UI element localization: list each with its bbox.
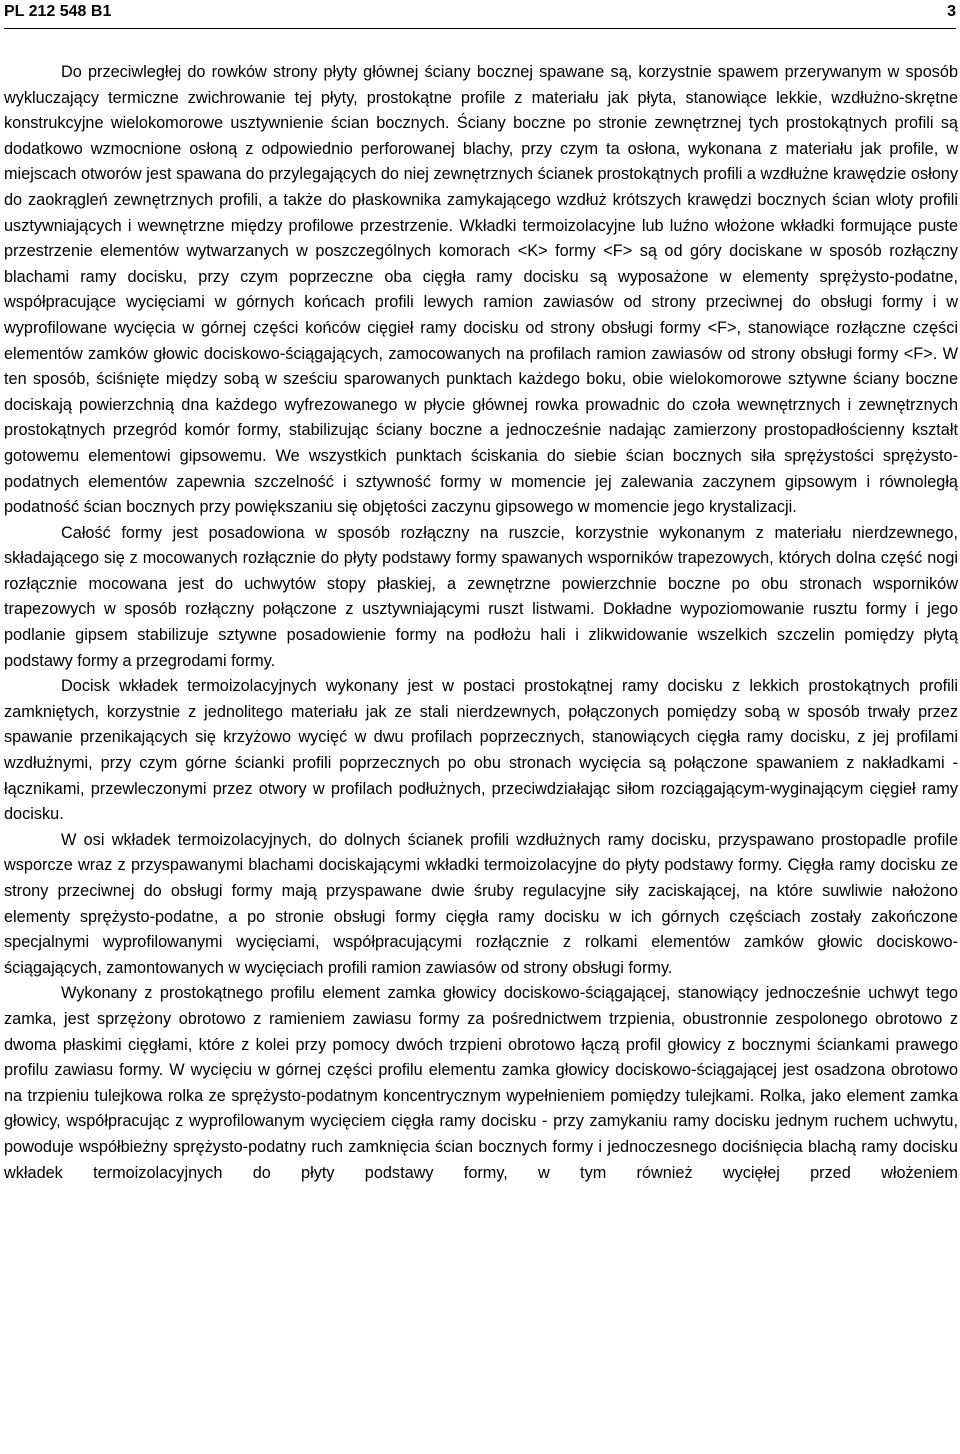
paragraph-4: W osi wkładek termoizolacyjnych, do dolnych ścianek profili wzdłużnych ramy docisku, przyspawano prostopadle profile wsporcze wraz z przyspawanymi blachami dociskającymi wkładki termoizolacyjne do płyty podstawy formy. Cięgła ramy docisku ze strony przeciwnej do obsługi formy mają przyspawane dwie śruby regulacyjne siły zaciskającej, na które suwliwie nałożono elementy sprężysto-podatne, a po stronie obsługi formy cięgła ramy docisku w ich górnych częściach zostały zakończone specjalnymi wyprofilowanymi wycięciami, współpracującymi rozłącznie z rolkami elementów zamków głowic dociskowo-ściągających, zamontowanych w wycięciach profili ramion zawiasów od strony obsługi formy. [4,830,958,977]
document-id: PL 212 548 B1 [4,3,112,20]
page-number: 3 [947,3,956,20]
document-body [4,60,958,1186]
paragraph-5: Wykonany z prostokątnego profilu element zamka głowicy dociskowo-ściągającej, stanowiący jednocześnie uchwyt tego zamka, jest sprzężony obrotowo z ramieniem zawiasu formy za pośrednictwem trzpienia, obustronnie zespolonego obrotowo z dwoma płaskimi cięgłami, które z kolei przy pomocy dwóch trzpieni obrotowo łączą profil głowicy z bocznymi ściankami prawego profilu zawiasu formy. W wycięciu w górnej części profilu elementu zamka głowicy dociskowo-ściągającej jest osadzona obrotowo na trzpieniu tulejkowa rolka ze sprężysto-podatnym koncentrycznym wypełnieniem pomiędzy tulejkami. Rolka, jako element zamka głowicy, współpracując z wyprofilowanym wycięciem cięgła ramy docisku - przy zamykaniu ramy docisku jednym ruchem uchwytu, powoduje współbieżny sprężysto-podatny ruch zamknięcia ścian bocznych formy i jednoczesnego dociśnięcia blachą ramy docisku wkładek termoizolacyjnych do płyty podstawy formy, w tym również wycięłej przed włożeniem [4,984,958,1182]
paragraph-2: Całość formy jest posadowiona w sposób rozłączny na ruszcie, korzystnie wykonanym z materiału nierdzewnego, składającego się z mocowanych rozłącznie do płyty podstawy formy spawanych wsporników trapezowych, których dolna część nogi rozłącznie mocowana jest do uchwytów stopy płaskiej, a zewnętrzne powierzchnie boczne po obu stronach wsporników trapezowych w sposób rozłączny połączone z usztywniającymi ruszt listwami. Dokładne wypoziomowanie rusztu formy i jego podlanie gipsem stabilizuje sztywne posadowienie formy na podłożu hali i zlikwidowanie wszelkich szczelin pomiędzy płytą podstawy formy a przegrodami formy. [4,523,958,670]
paragraph-1: Do przeciwległej do rowków strony płyty głównej ściany bocznej spawane są, korzystnie spawem przerywanym w sposób wykluczający termiczne zwichrowanie tej płyty, prostokątne profile z materiału jak płyta, stanowiące lekkie, wzdłużno-skrętne konstrukcyjne wielokomorowe usztywnienie ścian bocznych. Ściany boczne po stronie zewnętrznej tych prostokątnych profili są dodatkowo wzmocnione osłoną z odpowiednio perforowanej blachy, przy czym ta osłona, wykonana z materiału jak profile, w miejscach otworów jest spawana do przylegających do niej zewnętrznych ścianek prostokątnych profili a wzdłużne krawędzie osłony do zaokrągleń zewnętrznych profili, a także do płaskownika zamykającego wzdłuż krótszych krawędzi bocznych ścian wloty profili usztywniających i wewnętrzne między profilowe przestrzenie. Wkładki termoizolacyjne lub luźno włożone wkładki formujące puste przestrzenie elementów wytwarzanych w poszczególnych komorach <K> formy <F> są od góry dociskane w sposób rozłączny blachami ramy docisku, przy czym poprzeczne oba cięgła ramy docisku są wyposażone w elementy sprężysto-podatne, współpracujące wycięciami w górnych końcach profili lewych ramion zawiasów od strony przeciwnej do obsługi formy i w wyprofilowane wycięcia w górnej części końców cięgieł ramy docisku od strony obsługi formy <F>, stanowiące rozłączne części elementów zamków głowic dociskowo-ściągających, zamocowanych na profilach ramion zawiasów od strony obsługi formy <F>. W ten sposób, ściśnięte między sobą w sześciu sparowanych punktach każdego boku, obie wielokomorowe sztywne ściany boczne dociskają powierzchnią dna każdego wyfrezowanego w płycie głównej rowka prowadnic do czoła wewnętrznych i zewnętrznych prostokątnych przegród komór formy, stabilizując ściany boczne a jednocześnie nadając zamierzony prostopadłościenny kształt gotowemu elementowi gipsowemu. We wszystkich punktach ściskania do siebie ścian bocznych siła sprężystości sprężysto-podatnych elementów zapewnia szczelność i sztywność formy w momencie jej zalewania zaczynem gipsowym i równoległą podatność ścian bocznych przy powiększaniu się objętości zaczynu gipsowego w momencie jego krystalizacji. [4,63,958,517]
page-header [4,0,956,29]
paragraph-3: Docisk wkładek termoizolacyjnych wykonany jest w postaci prostokątnej ramy docisku z lekkich prostokątnych profili zamkniętych, korzystnie z jednolitego materiału jak ze stali nierdzewnych, połączonych pomiędzy sobą w sposób trwały przez spawanie przenikających się krzyżowo wycięć w dwu profilach poprzecznych, stanowiących cięgła ramy docisku, z jej profilami wzdłużnymi, przy czym górne ścianki profili poprzecznych po obu stronach wycięcia są połączone spawaniem z nakładkami - łącznikami, przewleczonymi przez otwory w profilach podłużnych, przeciwdziałając siłom rozciągającym-wyginającym cięgieł ramy docisku. [4,677,958,824]
